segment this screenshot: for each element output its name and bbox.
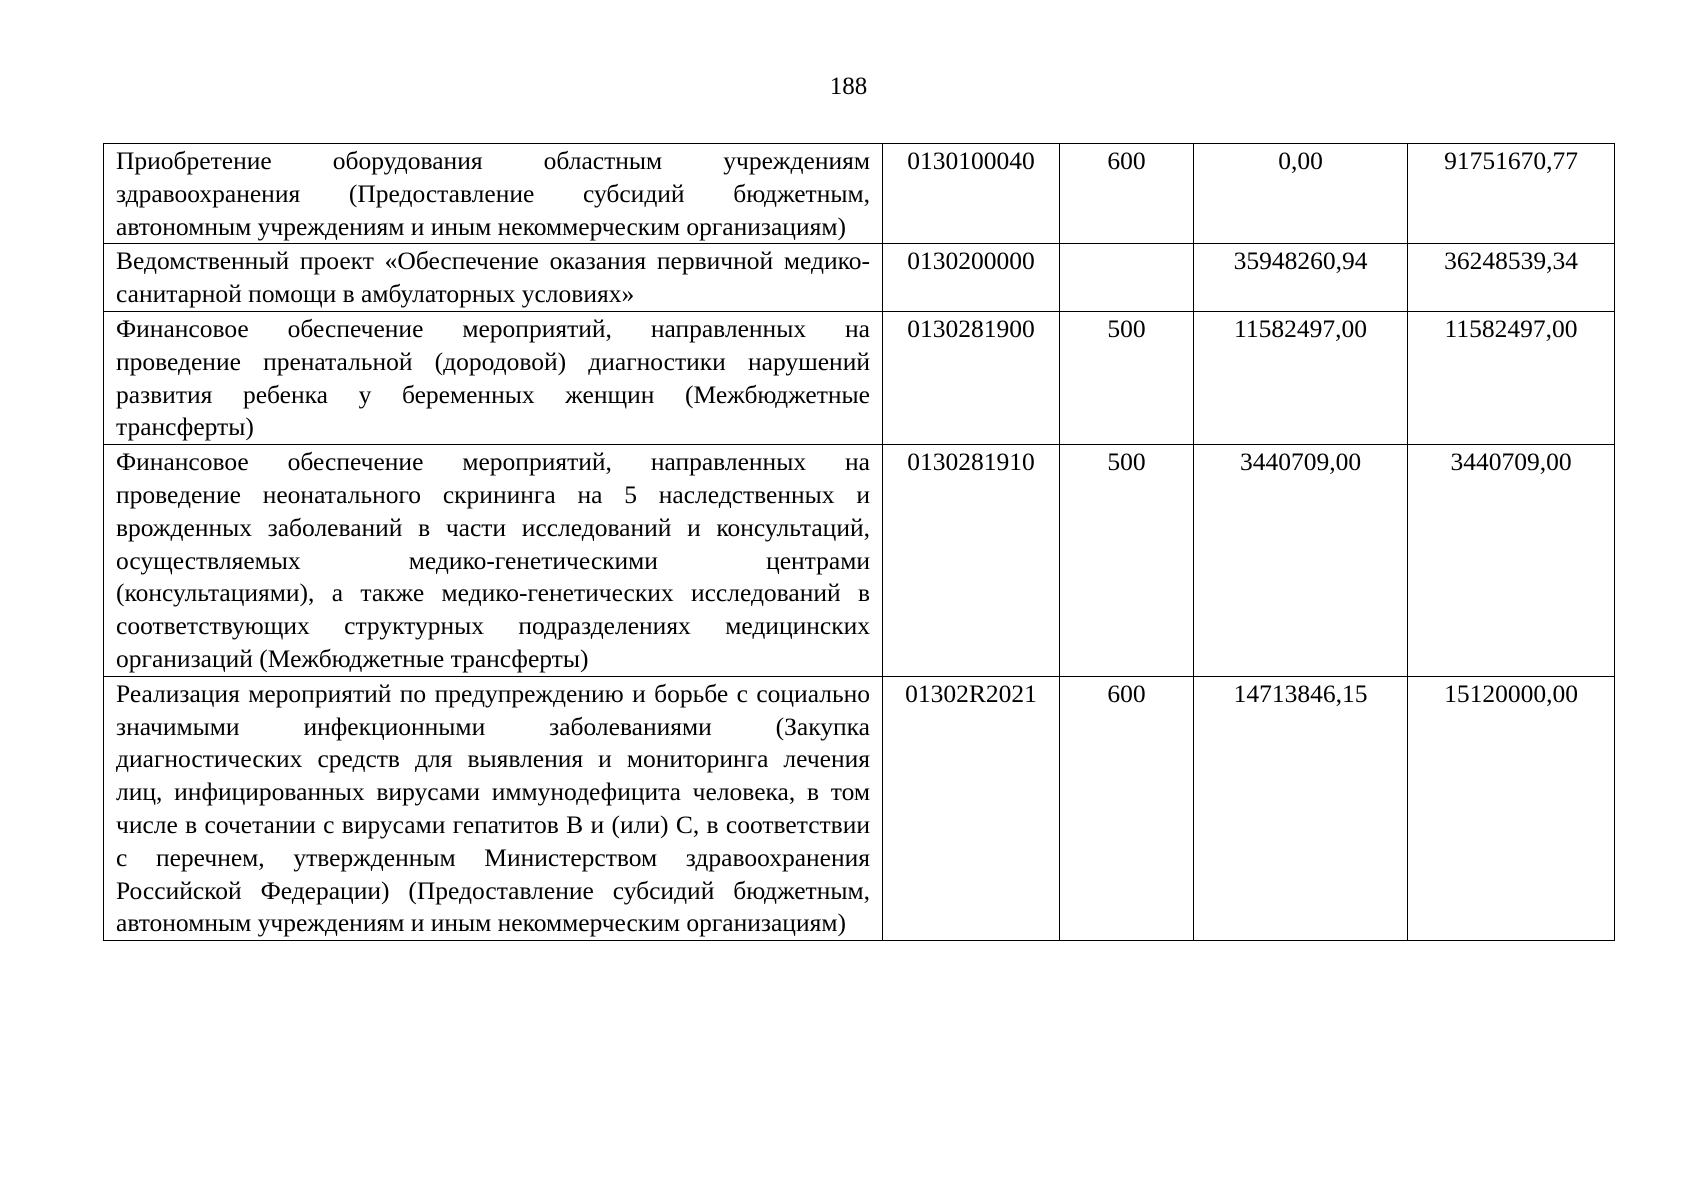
target-code-cell: 01302R2021: [883, 676, 1060, 940]
row-name-cell: Финансовое обеспечение мероприятий, направленных на проведение неонатального скрининга на 5 наследственных и врожденных заболеваний в части исследований и консультаций, осуществляемых медико-генетическими центрами (консультациями), а также медико-генетических исследований в соответствующих структурных подразделениях медицинских организаций (Межбюджетные трансферты): [104, 445, 883, 677]
table-row: [104, 311, 1615, 444]
expense-type-cell: [1060, 244, 1194, 312]
amount-2-cell: 91751670,77: [1408, 144, 1615, 244]
expense-type-cell: 500: [1060, 311, 1194, 444]
amount-1-cell: 14713846,15: [1194, 676, 1408, 940]
table-row: [104, 445, 1615, 677]
amount-1-cell: 3440709,00: [1194, 445, 1408, 677]
budget-table: [103, 143, 1615, 941]
table-row: [104, 144, 1615, 244]
amount-2-cell: 3440709,00: [1408, 445, 1615, 677]
expense-type-cell: 500: [1060, 445, 1194, 677]
row-name-cell: Реализация мероприятий по предупреждению и борьбе с социально значимыми инфекционными заболеваниями (Закупка диагностических средств для выявления и мониторинга лечения лиц, инфицированных вирусами иммунодефицита человека, в том числе в сочетании с вирусами гепатитов B и (или) C, в соответствии с перечнем, утвержденным Министерством здравоохранения Российской Федерации) (Предоставление субсидий бюджетным, автономным учреждениям и иным некоммерческим организациям): [104, 676, 883, 940]
amount-2-cell: 11582497,00: [1408, 311, 1615, 444]
amount-2-cell: 36248539,34: [1408, 244, 1615, 312]
expense-type-cell: 600: [1060, 676, 1194, 940]
target-code-cell: 0130100040: [883, 144, 1060, 244]
target-code-cell: 0130200000: [883, 244, 1060, 312]
target-code-cell: 0130281900: [883, 311, 1060, 444]
amount-2-cell: 15120000,00: [1408, 676, 1615, 940]
expense-type-cell: 600: [1060, 144, 1194, 244]
row-name-cell: Финансовое обеспечение мероприятий, направленных на проведение пренатальной (дородовой) диагностики нарушений развития ребенка у беременных женщин (Межбюджетные трансферты): [104, 311, 883, 444]
amount-1-cell: 0,00: [1194, 144, 1408, 244]
row-name-cell: Приобретение оборудования областным учреждениям здравоохранения (Предоставление субсидий бюджетным, автономным учреждениям и иным некоммерческим организациям): [104, 144, 883, 244]
table-row: [104, 244, 1615, 312]
amount-1-cell: 11582497,00: [1194, 311, 1408, 444]
amount-1-cell: 35948260,94: [1194, 244, 1408, 312]
table-row: [104, 676, 1615, 940]
page-number: 188: [829, 73, 868, 100]
row-name-cell: Ведомственный проект «Обеспечение оказания первичной медико-санитарной помощи в амбулаторных условиях»: [104, 244, 883, 312]
target-code-cell: 0130281910: [883, 445, 1060, 677]
